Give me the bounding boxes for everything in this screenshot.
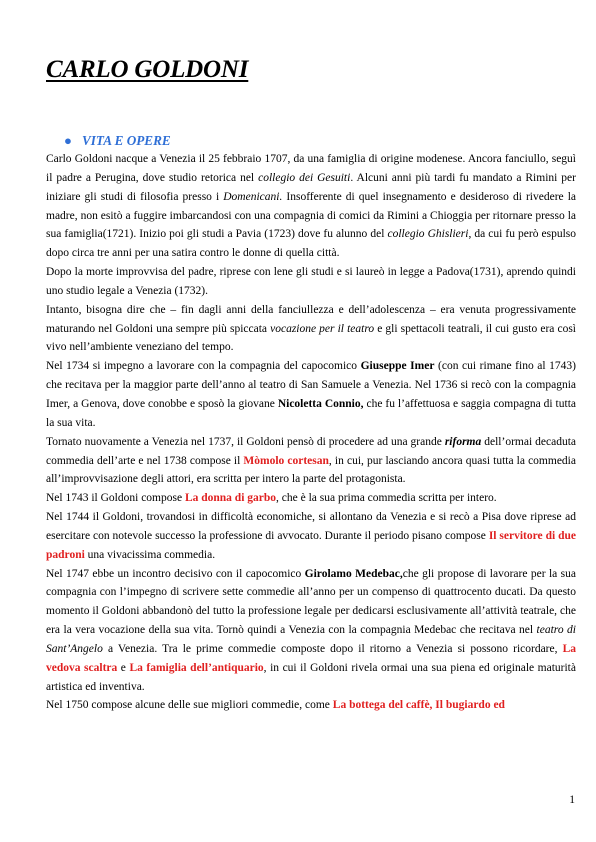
body-paragraph	[46, 508, 576, 565]
document-body	[46, 150, 576, 715]
paragraph-text: Nel 1744 il Goldoni, trovandosi in difficoltà economiche, si allontano da Venezia e si recò a Pisa dove riprese ad esercitare con notevole successo la professione di avvocato. Durante il periodo pisano compose	[46, 511, 576, 542]
paragraph-text: Nel 1734 si impegno a lavorare con la compagnia del capocomico	[46, 360, 361, 373]
italic-term: collegio Ghislieri	[387, 228, 469, 241]
paragraph-text: , in cui, pur lasciando ancora quasi tutta la commedia all’improvvisazione degli attori, era scritta per intero la parte del protagonista.	[46, 454, 576, 486]
document-title: CARLO GOLDONI	[46, 56, 249, 83]
paragraph-text: Carlo Goldoni nacque a Venezia il 25 febbraio 1707, da una famiglia di origine modenese. Ancora fanciullo, seguì il padre a Perugina, dove studio retorica nel	[46, 153, 576, 184]
person-name: Giuseppe Imer	[360, 360, 435, 373]
paragraph-text: Nel 1750 compose alcune delle sue migliori commedie, come	[46, 699, 333, 712]
paragraph-text: Nel 1747 ebbe un incontro decisivo con il capocomico	[46, 567, 305, 580]
paragraph-text: , in cui il Goldoni rivela ormai una sua piena ed originale maturità artistica ed inventiva.	[46, 661, 576, 693]
emphasis-text: riforma	[444, 435, 482, 448]
person-name: Girolamo Medebac,	[304, 567, 403, 580]
body-paragraph	[46, 263, 576, 301]
paragraph-text: Dopo la morte improvvisa del padre, riprese con lene gli studi e si laureò in legge a Padova(1731), aprendo quindi uno studio legale a Venezia (1732).	[46, 266, 576, 297]
paragraph-text: a Venezia. Tra le prime commedie composte dopo il ritorno a Venezia si possono ricordare,	[102, 642, 563, 655]
section-heading	[64, 133, 171, 149]
paragraph-text: . Alcuni anni più tardi fu mandato a Rimini per iniziare gli studi di filosofia presso i	[46, 171, 576, 203]
paragraph-text: (con cui rimane fino al 1743) che recitava per la maggior parte dell’anno al teatro di San Samuele a Venezia. Nel 1736 si recò con la compagnia Imer, a Genova, dove conobbe e sposò la giovane	[46, 360, 576, 410]
bullet-icon: ●	[64, 133, 72, 148]
paragraph-text: che gli propose di lavorare per la sua compagnia con l’impegno di scrivere sette commedie all’anno per un compenso di quattrocento ducati. Da questo momento il Goldoni abbandonò del tutto la professione legale per dedicarsi esclusivamente all’attività teatrale, che era la vera vocazione della sua vita. Tornò quindi a Venezia con la compagnia Medebac che recitava nel	[46, 567, 577, 637]
paragraph-text: dell’ormai decaduta commedia dell’arte e nel 1738 compose il	[46, 435, 576, 467]
section-heading-text: VITA E OPERE	[82, 133, 171, 148]
paragraph-text: , che è la sua prima commedia scritta per intero.	[276, 492, 497, 505]
italic-term: vocazione per il teatro	[270, 322, 375, 335]
paragraph-text: che fu l’affettuosa e saggia compagna di tutta la sua vita.	[46, 397, 577, 429]
work-title: La bottega del caffè, Il bugiardo ed	[332, 699, 505, 712]
body-paragraph	[46, 301, 576, 358]
paragraph-text: Tornato nuovamente a Venezia nel 1737, il Goldoni pensò di procedere ad una grande	[46, 435, 445, 448]
paragraph-text: una vivacissima commedia.	[84, 548, 216, 561]
person-name: Nicoletta Connio,	[277, 397, 364, 410]
body-paragraph	[46, 433, 576, 490]
italic-term: teatro di Sant’Angelo	[46, 624, 576, 655]
body-paragraph	[46, 357, 576, 432]
work-title: La vedova scaltra	[46, 642, 576, 674]
work-title: Il servitore di due padroni	[46, 529, 576, 561]
paragraph-text: e	[117, 661, 130, 674]
page-number: 1	[569, 794, 575, 806]
paragraph-text: , da cui fu però espulso dopo circa tre anni per una satira contro le donne di quella città.	[46, 228, 576, 260]
italic-term: collegio dei Gesuiti	[258, 171, 351, 184]
paragraph-text: Nel 1743 il Goldoni compose	[46, 492, 185, 505]
body-paragraph	[46, 489, 576, 508]
body-paragraph	[46, 565, 576, 697]
body-paragraph	[46, 150, 576, 263]
body-paragraph	[46, 696, 576, 715]
work-title: La donna di garbo	[184, 492, 277, 505]
paragraph-text: Intanto, bisogna dire che – fin dagli anni della fanciullezza e dell’adolescenza – era venuta progressivamente maturando nel Goldoni una sempre più spiccata	[46, 303, 576, 335]
paragraph-text: e gli spettacoli teatrali, il cui gusto era così vivo nell’ambiente veneziano del tempo.	[46, 322, 576, 354]
work-title: La famiglia dell’antiquario	[129, 661, 264, 674]
italic-term: Domenicani.	[223, 190, 283, 203]
paragraph-text: Insofferente di quel insegnamento e desideroso di rivedere la madre, non esitò a fuggire imbarcandosi con una compagnia di comici da Rimini a Chioggia per ritornare presso la sua famiglia(1721). Inizio poi gli studi a Pavia (1723) dove fu alunno del	[46, 190, 576, 241]
work-title: Mòmolo cortesan	[243, 454, 329, 467]
